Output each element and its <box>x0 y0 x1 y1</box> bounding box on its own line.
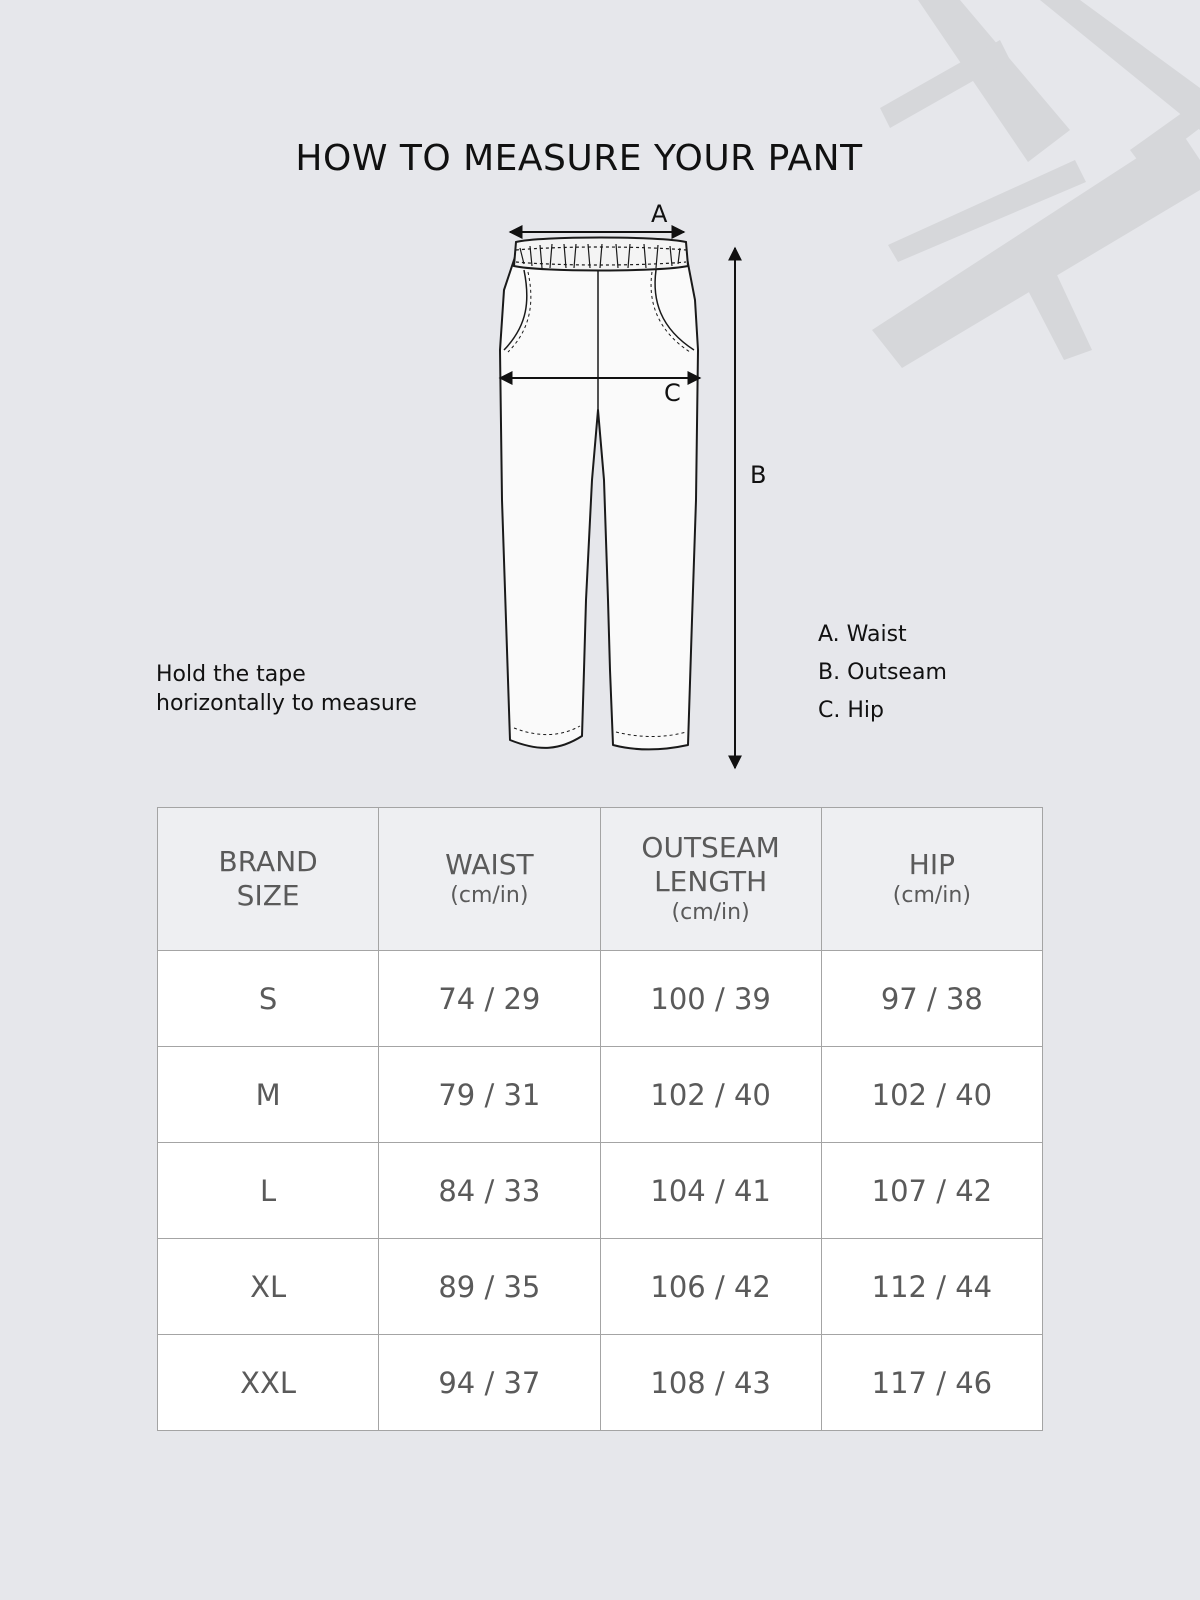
hip-cell: 102 / 40 <box>821 1047 1042 1143</box>
waist-cell: 89 / 35 <box>379 1239 600 1335</box>
measure-label-b: B <box>750 461 767 489</box>
legend-item-hip: C. Hip <box>818 698 884 723</box>
header-text: OUTSEAM <box>641 831 780 864</box>
waist-cell: 84 / 33 <box>379 1143 600 1239</box>
table-row <box>158 1143 1043 1239</box>
size-chart-table <box>157 807 1043 1431</box>
measurement-legend <box>818 616 947 730</box>
header-text: HIP <box>908 848 955 881</box>
measure-label-c: C <box>664 379 681 407</box>
waist-cell: 94 / 37 <box>379 1335 600 1431</box>
size-cell: XL <box>158 1239 379 1335</box>
header-hip <box>821 808 1042 951</box>
instruction-line: horizontally to measure <box>156 691 417 716</box>
table-row <box>158 1239 1043 1335</box>
waist-cell: 74 / 29 <box>379 951 600 1047</box>
legend-item-outseam: B. Outseam <box>818 660 947 685</box>
measure-label-a: A <box>651 200 668 228</box>
header-unit: (cm/in) <box>671 900 750 925</box>
outseam-cell: 100 / 39 <box>600 951 821 1047</box>
table-row <box>158 1047 1043 1143</box>
legend-item-waist: A. Waist <box>818 622 907 647</box>
table-row <box>158 951 1043 1047</box>
pant-illustration-icon <box>480 200 780 775</box>
header-unit: (cm/in) <box>450 883 529 908</box>
hip-cell: 117 / 46 <box>821 1335 1042 1431</box>
measuring-instruction <box>156 660 417 718</box>
hip-cell: 107 / 42 <box>821 1143 1042 1239</box>
header-unit: (cm/in) <box>892 883 971 908</box>
instruction-line: Hold the tape <box>156 662 306 687</box>
header-text: WAIST <box>445 848 534 881</box>
page-title: HOW TO MEASURE YOUR PANT <box>295 138 863 179</box>
header-text: BRAND <box>218 845 318 878</box>
header-waist <box>379 808 600 951</box>
header-brand-size <box>158 808 379 951</box>
header-text: LENGTH <box>654 865 768 898</box>
size-cell: M <box>158 1047 379 1143</box>
size-cell: XXL <box>158 1335 379 1431</box>
header-text: SIZE <box>236 879 300 912</box>
hip-cell: 112 / 44 <box>821 1239 1042 1335</box>
hip-cell: 97 / 38 <box>821 951 1042 1047</box>
waist-cell: 79 / 31 <box>379 1047 600 1143</box>
table-row <box>158 1335 1043 1431</box>
outseam-cell: 104 / 41 <box>600 1143 821 1239</box>
outseam-cell: 108 / 43 <box>600 1335 821 1431</box>
size-cell: L <box>158 1143 379 1239</box>
size-cell: S <box>158 951 379 1047</box>
table-header-row <box>158 808 1043 951</box>
header-outseam-length <box>600 808 821 951</box>
outseam-cell: 102 / 40 <box>600 1047 821 1143</box>
outseam-cell: 106 / 42 <box>600 1239 821 1335</box>
